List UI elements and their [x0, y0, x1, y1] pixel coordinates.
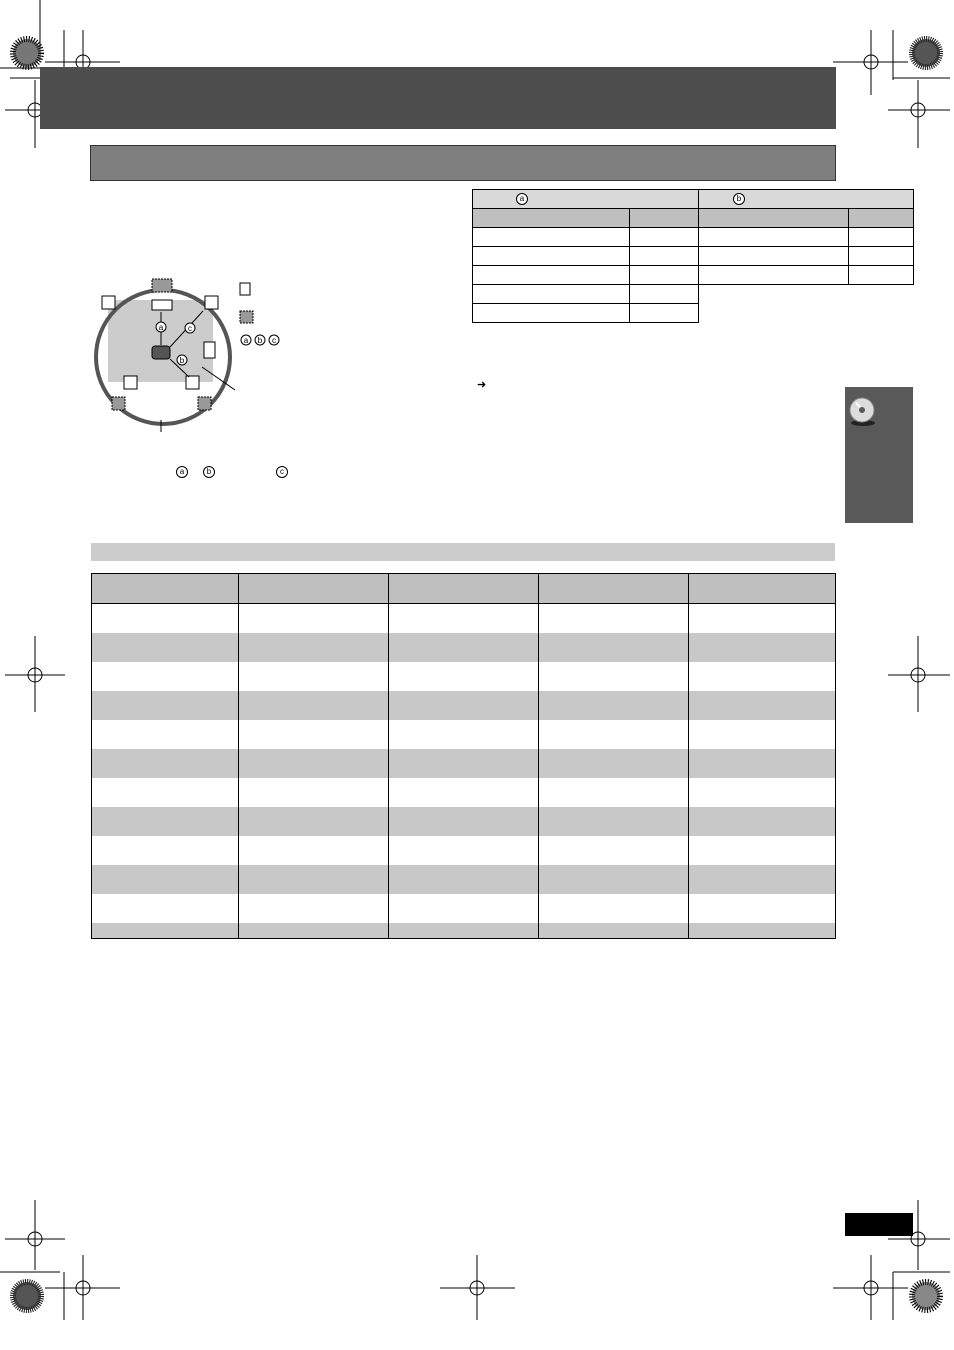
- distance-header-b: b: [699, 190, 914, 209]
- legend-marker-a: a: [243, 336, 249, 345]
- column-header: [92, 574, 239, 604]
- table-row: [92, 807, 836, 836]
- table-row: [92, 604, 836, 634]
- speaker-placement-diagram: [90, 275, 300, 435]
- table-row: [92, 778, 836, 807]
- disc-icon: [848, 395, 878, 427]
- settings-table: [91, 573, 836, 939]
- marker-c: c: [188, 324, 192, 333]
- side-tab: [845, 387, 913, 523]
- table-row: [92, 894, 836, 923]
- subsection-header-bar: [91, 543, 835, 561]
- column-header: [388, 574, 538, 604]
- table-row: [92, 836, 836, 865]
- diagram-caption: [176, 466, 316, 480]
- table-row: [92, 720, 836, 749]
- column-header: [538, 574, 688, 604]
- table-row: [92, 923, 836, 939]
- distance-table: [472, 189, 914, 323]
- table-row: [92, 865, 836, 894]
- legend-marker-b: b: [257, 336, 263, 345]
- caption-marker-a: a: [176, 466, 188, 478]
- distance-header-a: a: [473, 190, 699, 209]
- table-row: [92, 691, 836, 720]
- caption-marker-b: b: [203, 466, 215, 478]
- marker-a: a: [158, 323, 164, 332]
- column-header: [688, 574, 835, 604]
- section-header-bar: [90, 145, 836, 181]
- marker-b: b: [179, 356, 185, 365]
- table-row: [92, 749, 836, 778]
- table-row: [92, 662, 836, 691]
- table-row: [92, 633, 836, 662]
- table-header-row: [92, 574, 836, 604]
- column-header: [239, 574, 389, 604]
- caption-marker-c: c: [276, 466, 288, 478]
- legend-marker-c: c: [272, 336, 276, 345]
- page-number-box: [845, 1213, 913, 1236]
- arrow-glyph: ➜: [477, 379, 487, 391]
- page-header-bar: [40, 67, 836, 129]
